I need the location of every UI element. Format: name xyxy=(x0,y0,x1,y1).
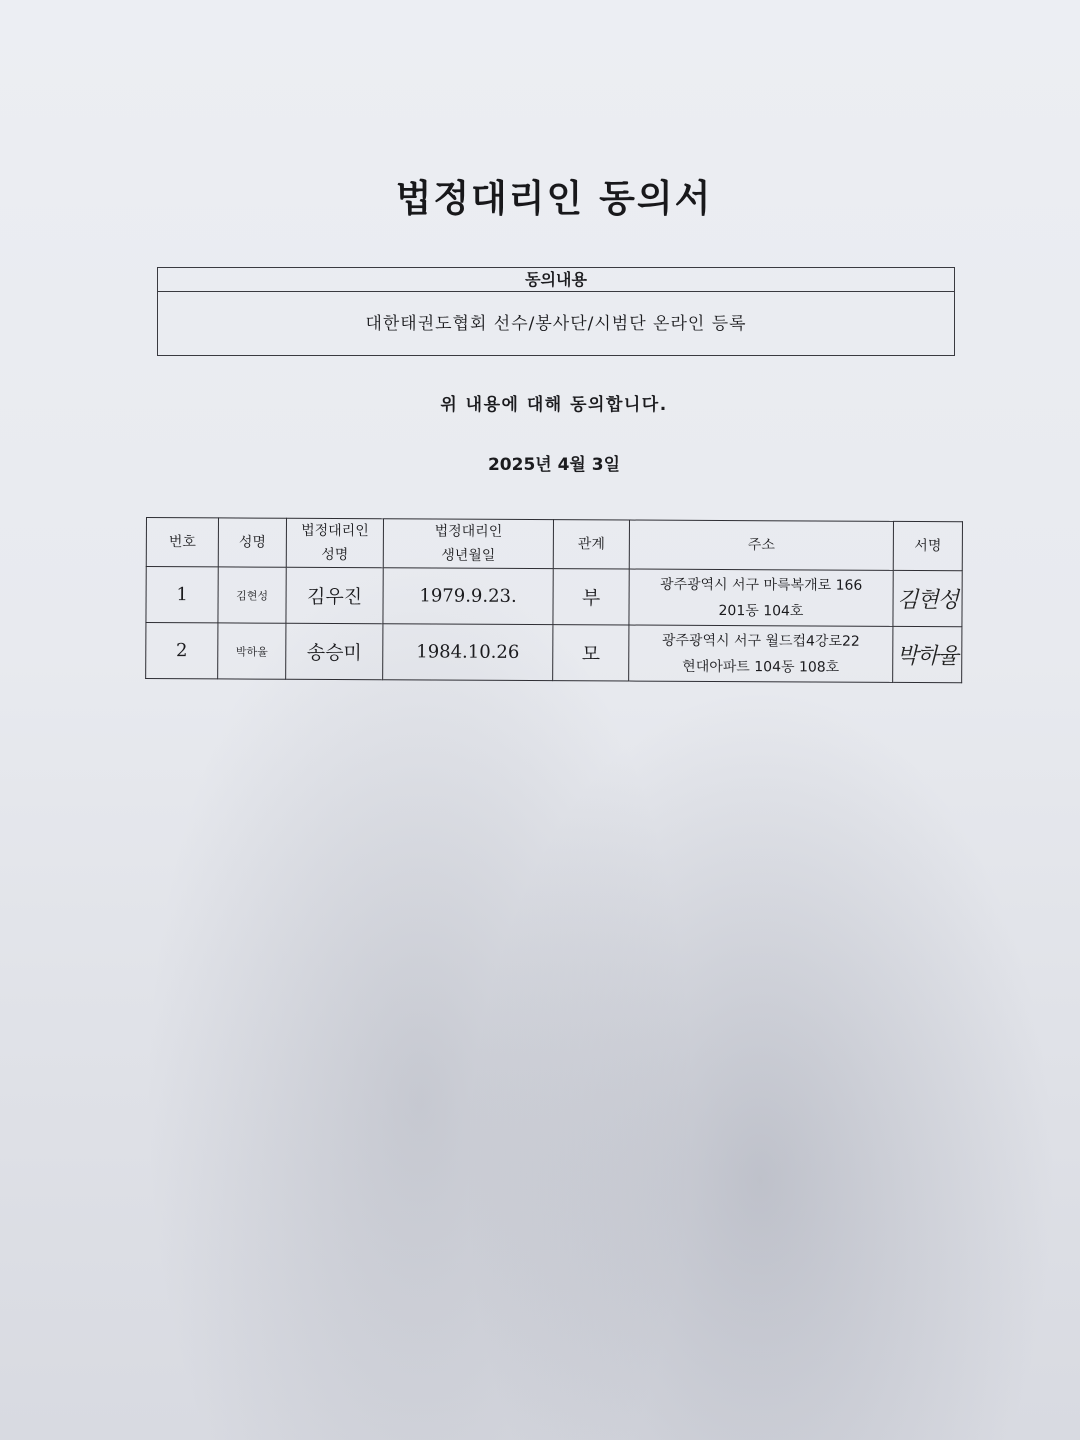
consent-box-content: 대한태권도협회 선수/봉사단/시범단 온라인 등록 xyxy=(365,314,747,334)
guardian-table xyxy=(145,517,963,683)
header-name: 성명 xyxy=(218,518,286,567)
row-name: 박하율 xyxy=(218,623,286,679)
row-signature: 박하율 xyxy=(893,626,962,682)
header-guardian-name-line2: 성명 xyxy=(321,546,349,564)
row-guardian-birth: 1979.9.23. xyxy=(383,568,553,625)
row-guardian-name: 김우진 xyxy=(286,567,383,624)
header-guardian-name-line1: 법정대리인 xyxy=(301,522,369,540)
row-address-line2: 현대아파트 104동 108호 xyxy=(682,658,840,676)
row-no: 1 xyxy=(146,567,218,623)
table-row xyxy=(146,623,962,683)
row-guardian-birth: 1984.10.26 xyxy=(383,624,553,681)
row-relation: 모 xyxy=(553,625,629,681)
table-row xyxy=(146,567,962,627)
header-address: 주소 xyxy=(629,520,893,570)
header-no: 번호 xyxy=(146,518,218,567)
agreement-text: 위 내용에 대해 동의합니다. xyxy=(440,395,668,415)
header-guardian-name xyxy=(286,518,383,568)
row-guardian-name: 송승미 xyxy=(286,623,383,680)
header-guardian-birth-line2: 생년월일 xyxy=(441,547,496,564)
header-guardian-birth-line1: 법정대리인 xyxy=(434,523,503,540)
consent-box xyxy=(157,267,955,356)
row-no: 2 xyxy=(146,623,218,679)
document-title: 법정대리인 동의서 xyxy=(395,177,713,220)
row-address xyxy=(629,569,893,626)
row-address xyxy=(629,625,893,682)
row-signature: 김현성 xyxy=(893,570,962,626)
row-address-line1: 광주광역시 서구 월드컵4강로22 xyxy=(661,632,860,650)
header-signature: 서명 xyxy=(893,521,962,570)
row-address-line2: 201동 104호 xyxy=(718,602,804,619)
row-name: 김현성 xyxy=(218,567,286,623)
row-address-line1: 광주광역시 서구 마륵복개로 166 xyxy=(659,576,863,594)
header-guardian-birth xyxy=(383,519,553,569)
table-header-row xyxy=(146,518,962,571)
header-relation: 관계 xyxy=(553,520,629,569)
consent-box-header: 동의내용 xyxy=(158,268,954,292)
row-relation: 부 xyxy=(553,569,629,625)
document-date: 2025년 4월 3일 xyxy=(487,455,621,475)
